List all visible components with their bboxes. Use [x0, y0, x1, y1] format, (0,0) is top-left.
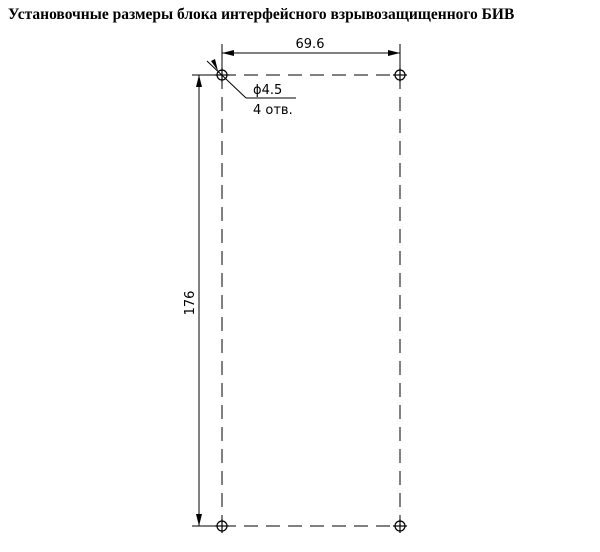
hole-bottom-left — [215, 519, 229, 533]
hole-diameter-label: ϕ4.5 — [253, 83, 283, 98]
mounting-holes — [215, 68, 407, 533]
height-dimension-label: 176 — [183, 290, 198, 316]
hole-count-label: 4 отв. — [253, 103, 293, 118]
page-title: Установочные размеры блока интерфейсного взрывозащищенного БИВ — [8, 6, 515, 23]
hole-top-right — [393, 68, 407, 82]
width-dimension-label: 69.6 — [295, 37, 325, 52]
height-arrow-bottom — [196, 514, 202, 526]
width-arrow-left — [222, 50, 234, 56]
width-arrow-right — [388, 50, 400, 56]
mounting-outline — [222, 75, 400, 526]
leader-line — [207, 61, 246, 98]
height-arrow-top — [196, 75, 202, 87]
hole-bottom-right — [393, 519, 407, 533]
leader-arrow — [211, 59, 218, 71]
